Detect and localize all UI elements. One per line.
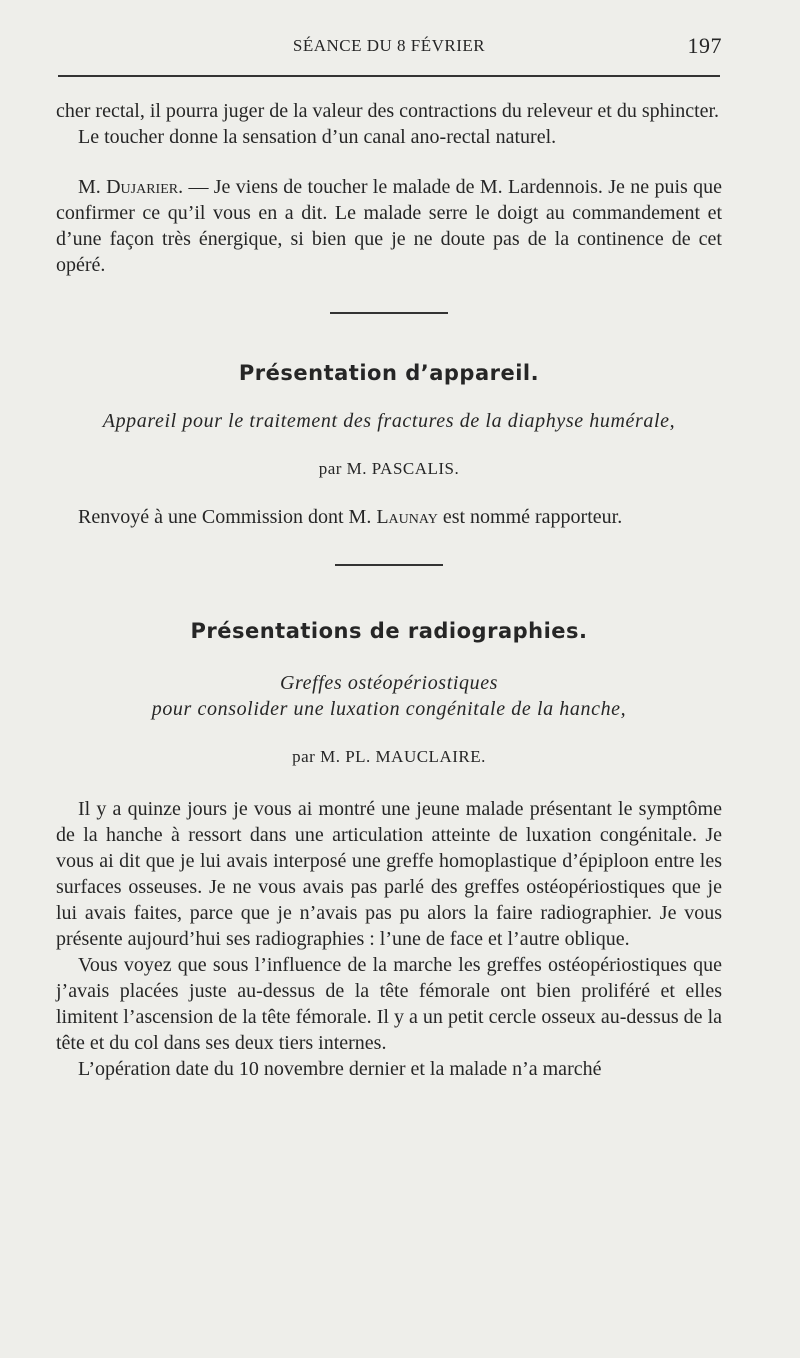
section-divider [335, 564, 443, 566]
rapporteur-name: Launay [376, 506, 438, 528]
byline-mauclaire: par M. PL. MAUCLAIRE. [292, 747, 486, 766]
byline-pascalis: par M. PASCALIS. [318, 459, 460, 478]
paragraph-dujarier [56, 174, 722, 278]
article-title-appareil: Appareil pour le traitement des fractures de la diaphyse humérale, [102, 410, 676, 432]
page-content [56, 98, 722, 1082]
section-divider [330, 312, 448, 314]
paragraph-commission [56, 504, 722, 530]
section-title-radiographies: Présentations de radiographies. [190, 619, 588, 643]
section-title-appareil: Présentation d’appareil. [238, 361, 540, 385]
running-header [56, 33, 722, 60]
article-title-line-1: Greffes ostéopériostiques [279, 672, 499, 694]
commission-text: Renvoyé à une Commission dont M. [78, 506, 377, 528]
header-rule [58, 75, 720, 77]
speaker-name: M. Dujarier. [78, 176, 184, 198]
paragraph-continuation: cher rectal, il pourra juger de la valeur des contractions du releveur et du sphincter. [56, 100, 720, 122]
paragraph-radiographies-3: L’opération date du 10 novembre dernier et la malade n’a marché [78, 1058, 602, 1080]
paragraph-toucher: Le toucher donne la sensation d’un canal ano-rectal naturel. [78, 126, 557, 148]
commission-text-end: est nommé rapporteur. [437, 506, 623, 528]
speaker-remarks: — Je viens de toucher le malade de M. Lardennois. Je ne puis que confirmer ce qu’il vous en a dit. Le malade serre le doigt au commandement et d’une façon très énergique, si bien que je ne doute pas de la continence de cet opéré. [56, 176, 722, 276]
page-number: 197 [687, 33, 722, 58]
article-title-line-2: pour consolider une luxation congénitale de la hanche, [151, 698, 627, 720]
running-title: SÉANCE DU 8 FÉVRIER [292, 36, 486, 55]
paragraph-radiographies-1: Il y a quinze jours je vous ai montré une jeune malade présentant le symptôme de la hanche à ressort dans une articulation atteinte de luxation congénitale. Je vous ai dit que je lui avais interposé une greffe homoplastique d’épiploon entre les surfaces osseuses. Je ne vous avais pas parlé des greffes ostéopériostiques que je lui avais faites, parce que je n’avais pas pu alors la faire radiographier. Je vous présente aujourd’hui ses radiographies : l’une de face et l’autre oblique. [56, 798, 722, 950]
paragraph-radiographies-2: Vous voyez que sous l’influence de la marche les greffes ostéopériostiques que j’avais placées juste au-dessus de la tête fémorale ont bien proliféré et elles limitent l’ascension de la tête fémorale. Il y a un petit cercle osseux au-dessus de la tête et du col dans ses deux tiers internes. [56, 954, 722, 1054]
